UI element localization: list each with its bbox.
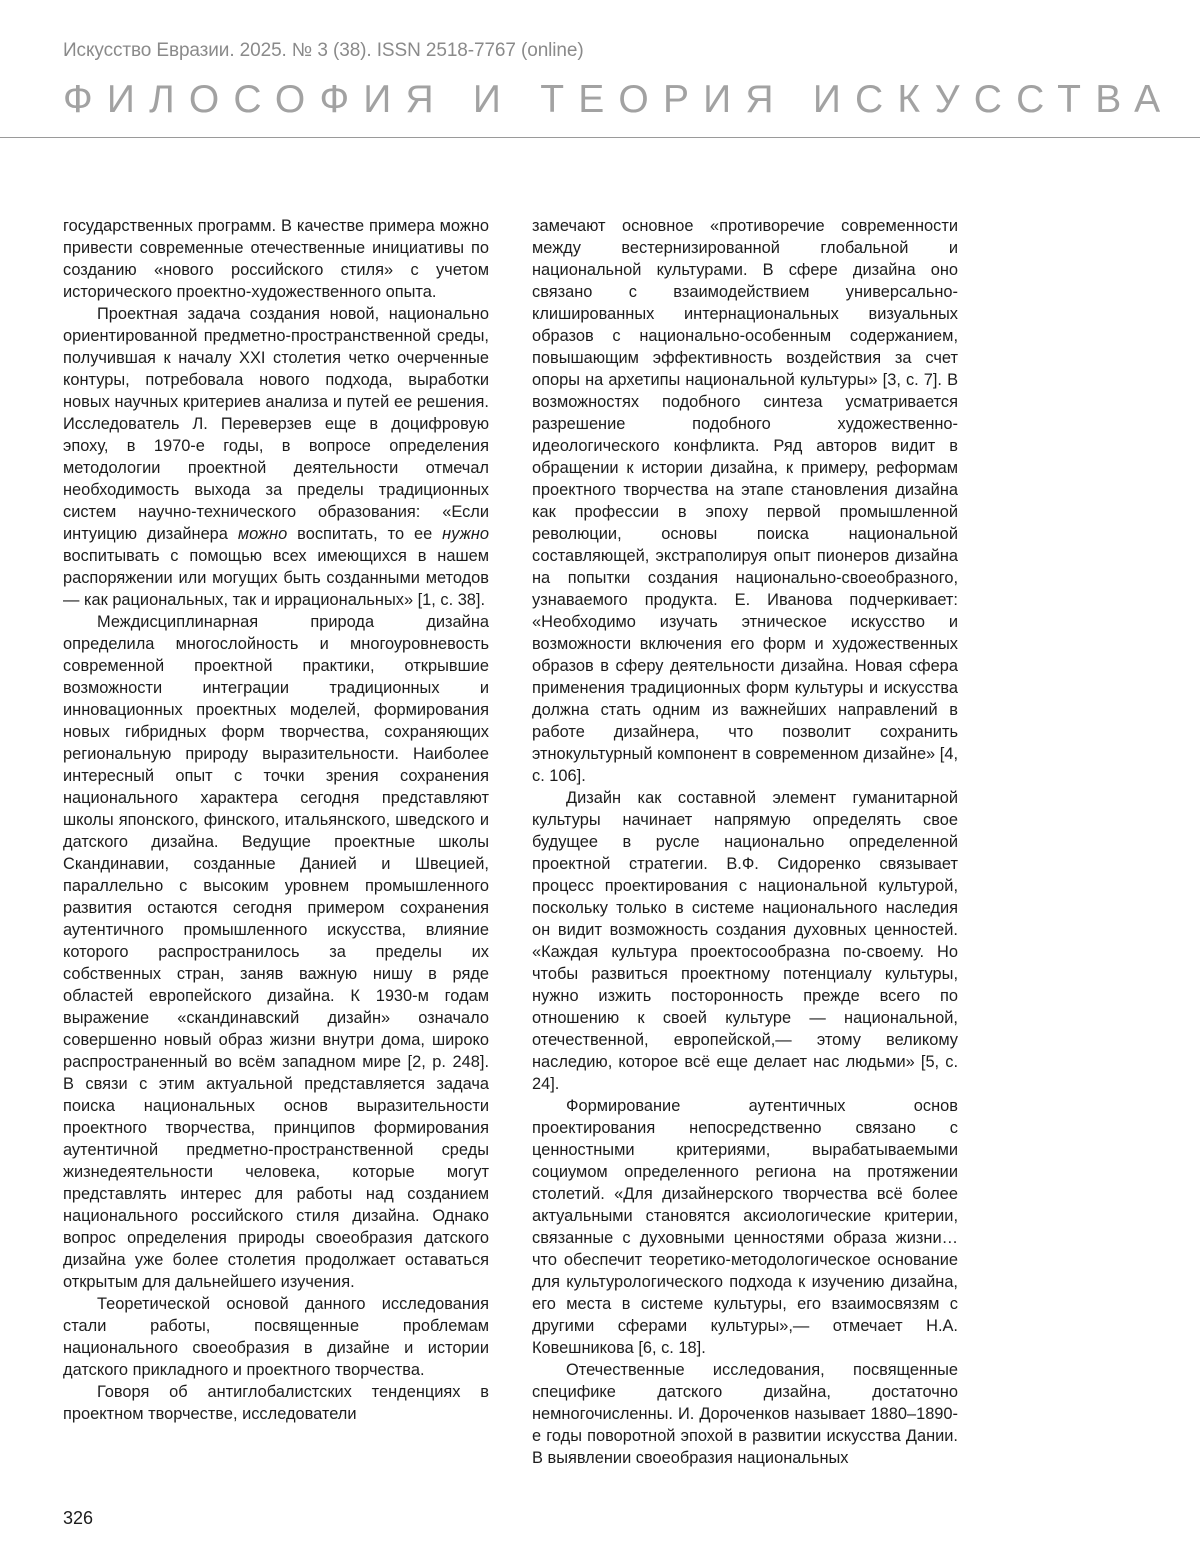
journal-citation: Искусство Евразии. 2025. № 3 (38). ISSN 2518-7767 (online) <box>63 40 584 61</box>
page-number: 326 <box>63 1508 94 1528</box>
paragraph: Говоря об антиглобалистских тенденциях в проектном творчестве, исследователи <box>63 1383 489 1423</box>
paragraph: Теоретической основой данного исследования стали работы, посвященные проблемам национального своеобразия в дизайне и истории датского прикладного и проектного творчества. <box>63 1295 489 1379</box>
paragraph-text: Проектная задача создания новой, национально ориентированной предметно-пространственной среды, получившая к началу XXI столетия четко очерченные контуры, потребовала нового подхода, выработки новых научных критериев анализа и путей ее решения. Исследователь Л. Переверзев еще в доцифровую эпоху, в 1970-е годы, в вопросе определения методологии проектной деятельности отмечал необходимость выхода за пределы традиционных систем научно-технического образования: «Если интуицию дизайнера <box>63 305 489 543</box>
paragraph: государственных программ. В качестве примера можно привести современные отечественные инициативы по созданию «нового российского стиля» с учетом исторического проектно-художественного опыта. <box>63 217 489 301</box>
paragraph-text: воспитать, то ее <box>287 525 443 543</box>
paragraph <box>63 303 489 611</box>
paragraph: Междисциплинарная природа дизайна определила многослойность и многоуровневость современной проектной практики, открывшие возможности интеграции традиционных и инновационных проектных моделей, формирования новых гибридных форм творчества, сохраняющих региональную природу выразительности. Наиболее интересный опыт с точки зрения сохранения национального характера сегодня представляют школы японского, финского, итальянского, шведского и датского дизайна. Ведущие проектные школы Скандинавии, созданные Данией и Швецией, параллельно с высоким уровнем промышленного развития остаются сегодня примером сохранения аутентичного промышленного искусства, влияние которого распространилось за пределы их собственных стран, заняв важную нишу в ряде областей европейского дизайна. К 1930-м годам выражение «скандинавский дизайн» означало совершенно новый образ жизни внутри дома, широко распространенный во всём западном мире [2, p. 248]. В связи с этим актуальной представляется задача поиска национальных основ выразительности проектного творчества, принципов формирования аутентичной предметно-пространственной среды жизнедеятельности человека, которые могут представлять интерес для работы над созданием национального российского стиля дизайна. Однако вопрос определения природы своеобразия датского дизайна уже более столетия продолжает оставаться открытым для дальнейшего изучения. <box>63 613 489 1291</box>
paragraph: замечают основное «противоречие современности между вестернизированной глобальной и национальной культурами. В сфере дизайна оно связано с взаимодействием универсально-клишированных интернациональных визуальных образов с национально-особенным содержанием, повышающим эффективность воздействия за счет опоры на архетипы национальной культуры» [3, с. 7]. В возможностях подобного синтеза усматривается разрешение подобного художественно-идеологического конфликта. Ряд авторов видит в обращении к истории дизайна, к примеру, реформам проектного творчества на этапе становления дизайна как профессии в эпоху первой промышленной революции, основы поиска национальной составляющей, экстраполируя опыт пионеров дизайна на попытки создания национально-своеобразного, узнаваемого продукта. Е. Иванова подчеркивает: «Необходимо изучать этническое искусство и возможности включения его форм и художественных образов в сферу деятельности дизайна. Новая сфера применения традиционных форм культуры и искусства должна стать одним из важнейших направлений в работе дизайнера, что позволит сохранить этнокультурный компонент в современном дизайне» [4, с. 106]. <box>532 217 958 785</box>
paragraph: Формирование аутентичных основ проектирования непосредственно связано с ценностными критериями, вырабатываемыми социумом определенного региона на протяжении столетий. «Для дизайнерского творчества всё более актуальными становятся аксиологические критерии, связанные с духовными ценностями образа жизни… что обеспечит теоретико-методологическое основание для культурологического подхода к изучению дизайна, его места в системе культуры, его взаимосвязям с другими сферами культуры»,— отмечает Н.А. Ковешникова [6, с. 18]. <box>532 1097 958 1357</box>
paragraph: Дизайн как составной элемент гуманитарной культуры начинает напрямую определять свое будущее в русле национально определенной проектной стратегии. В.Ф. Сидоренко связывает процесс проектирования с национальной культурой, поскольку только в системе национального наследия он видит возможность создания духовных ценностей. «Каждая культура проектосообразна по-своему. Но чтобы развиться проектному потенциалу культуры, нужно изжить посторонность прежде всего по отношению к своей культуре — национальной, отечественной, европейской,— этому великому наследию, которое всё еще делает нас людьми» [5, с. 24]. <box>532 789 958 1093</box>
paragraph-text: воспитывать с помощью всех имеющихся в нашем распоряжении или могущих быть созданными методов — как рациональных, так и иррациональных» [1, с. 38]. <box>63 547 489 609</box>
emphasis: можно <box>237 525 288 543</box>
right-column <box>532 215 958 1469</box>
emphasis: нужно <box>442 525 489 543</box>
left-column <box>63 215 489 1425</box>
section-title: ФИЛОСОФИЯ И ТЕОРИЯ ИСКУССТВА <box>63 78 1175 121</box>
paragraph: Отечественные исследования, посвященные специфике датского дизайна, достаточно немногочисленны. И. Дороченков называет 1880–1890-е годы поворотной эпохой в развитии искусства Дании. В выявлении своеобразия национальных <box>532 1361 958 1467</box>
header-divider <box>0 137 1200 138</box>
